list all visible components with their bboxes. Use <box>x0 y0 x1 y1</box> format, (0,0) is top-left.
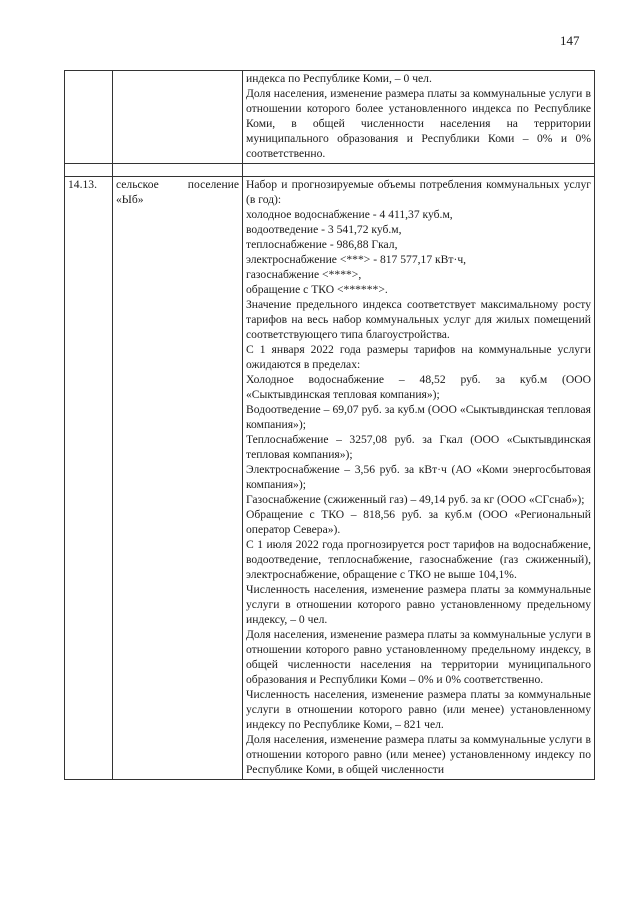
paragraph: индекса по Республике Коми, – 0 чел. <box>246 72 432 85</box>
cell-number-empty <box>65 71 113 164</box>
row-gap <box>65 164 595 177</box>
paragraph: обращение с ТКО <******>. <box>246 283 388 296</box>
paragraph: Набор и прогнозируемые объемы потребления коммунальных услуг (в год): <box>246 178 591 206</box>
paragraph: С 1 января 2022 года размеры тарифов на коммунальные услуги ожидаются в пределах: <box>246 343 591 371</box>
cell-description <box>243 71 595 164</box>
paragraph: С 1 июля 2022 года прогнозируется рост тарифов на водоснабжение, водоотведение, теплоснабжение, газоснабжение (газ сжиженный), электроснабжение, обращение с ТКО не выше 104,1%. <box>246 538 591 581</box>
cell-settlement <box>113 177 243 780</box>
paragraph: электроснабжение <***> - 817 577,17 кВт·ч, <box>246 253 467 266</box>
cell-number <box>65 177 113 780</box>
row-number: 14.13. <box>68 178 97 191</box>
paragraph: Значение предельного индекса соответствует максимальному росту тарифов на весь набор коммунальных услуг для жилых помещений соответствующего типа благоустройства. <box>246 298 591 341</box>
paragraph: теплоснабжение - 986,88 Гкал, <box>246 238 398 251</box>
paragraph: Водоотведение – 69,07 руб. за куб.м (ООО «Сыктывдинская тепловая компания»); <box>246 403 591 431</box>
cell-settlement-empty <box>113 71 243 164</box>
paragraph: водоотведение - 3 541,72 куб.м, <box>246 223 402 236</box>
paragraph: Доля населения, изменение размера платы за коммунальные услуги в отношении которого более установленного индекса по Республике Коми, в общей численности населения на территории муниципального образования и Республики Коми – 0% и 0% соответственно. <box>246 87 591 160</box>
paragraph: Теплоснабжение – 3257,08 руб. за Гкал (ООО «Сыктывдинская тепловая компания»); <box>246 433 591 461</box>
paragraph: Газоснабжение (сжиженный газ) – 49,14 руб. за кг (ООО «СГснаб»); <box>246 493 585 506</box>
table-row-14-13 <box>65 177 595 780</box>
page-number: 147 <box>560 33 580 48</box>
paragraph: Численность населения, изменение размера платы за коммунальные услуги в отношении которого равно (или менее) установленному индексу по Республике Коми, – 821 чел. <box>246 688 591 731</box>
cell-description <box>243 177 595 780</box>
table-row-continued <box>65 71 595 164</box>
paragraph: газоснабжение <****>, <box>246 268 362 281</box>
paragraph: Численность населения, изменение размера платы за коммунальные услуги в отношении которого равно установленному предельному индексу, – 0 чел. <box>246 583 591 626</box>
paragraph: холодное водоснабжение - 4 411,37 куб.м, <box>246 208 453 221</box>
paragraph: Доля населения, изменение размера платы за коммунальные услуги в отношении которого равно установленному предельному индексу, в общей численности населения на территории муниципального образования и Республики Коми – 0% и 0% соответственно. <box>246 628 591 686</box>
tariff-table <box>64 70 595 780</box>
paragraph: Доля населения, изменение размера платы за коммунальные услуги в отношении которого равно (или менее) установленному индексу по Республике Коми, в общей численности <box>246 733 591 776</box>
settlement-name: сельское поселение «Ыб» <box>116 178 239 206</box>
paragraph: Холодное водоснабжение – 48,52 руб. за куб.м (ООО «Сыктывдинская тепловая компания»); <box>246 373 591 401</box>
paragraph: Электроснабжение – 3,56 руб. за кВт·ч (АО «Коми энергосбытовая компания»); <box>246 463 591 491</box>
paragraph: Обращение с ТКО – 818,56 руб. за куб.м (ООО «Региональный оператор Севера»). <box>246 508 591 536</box>
